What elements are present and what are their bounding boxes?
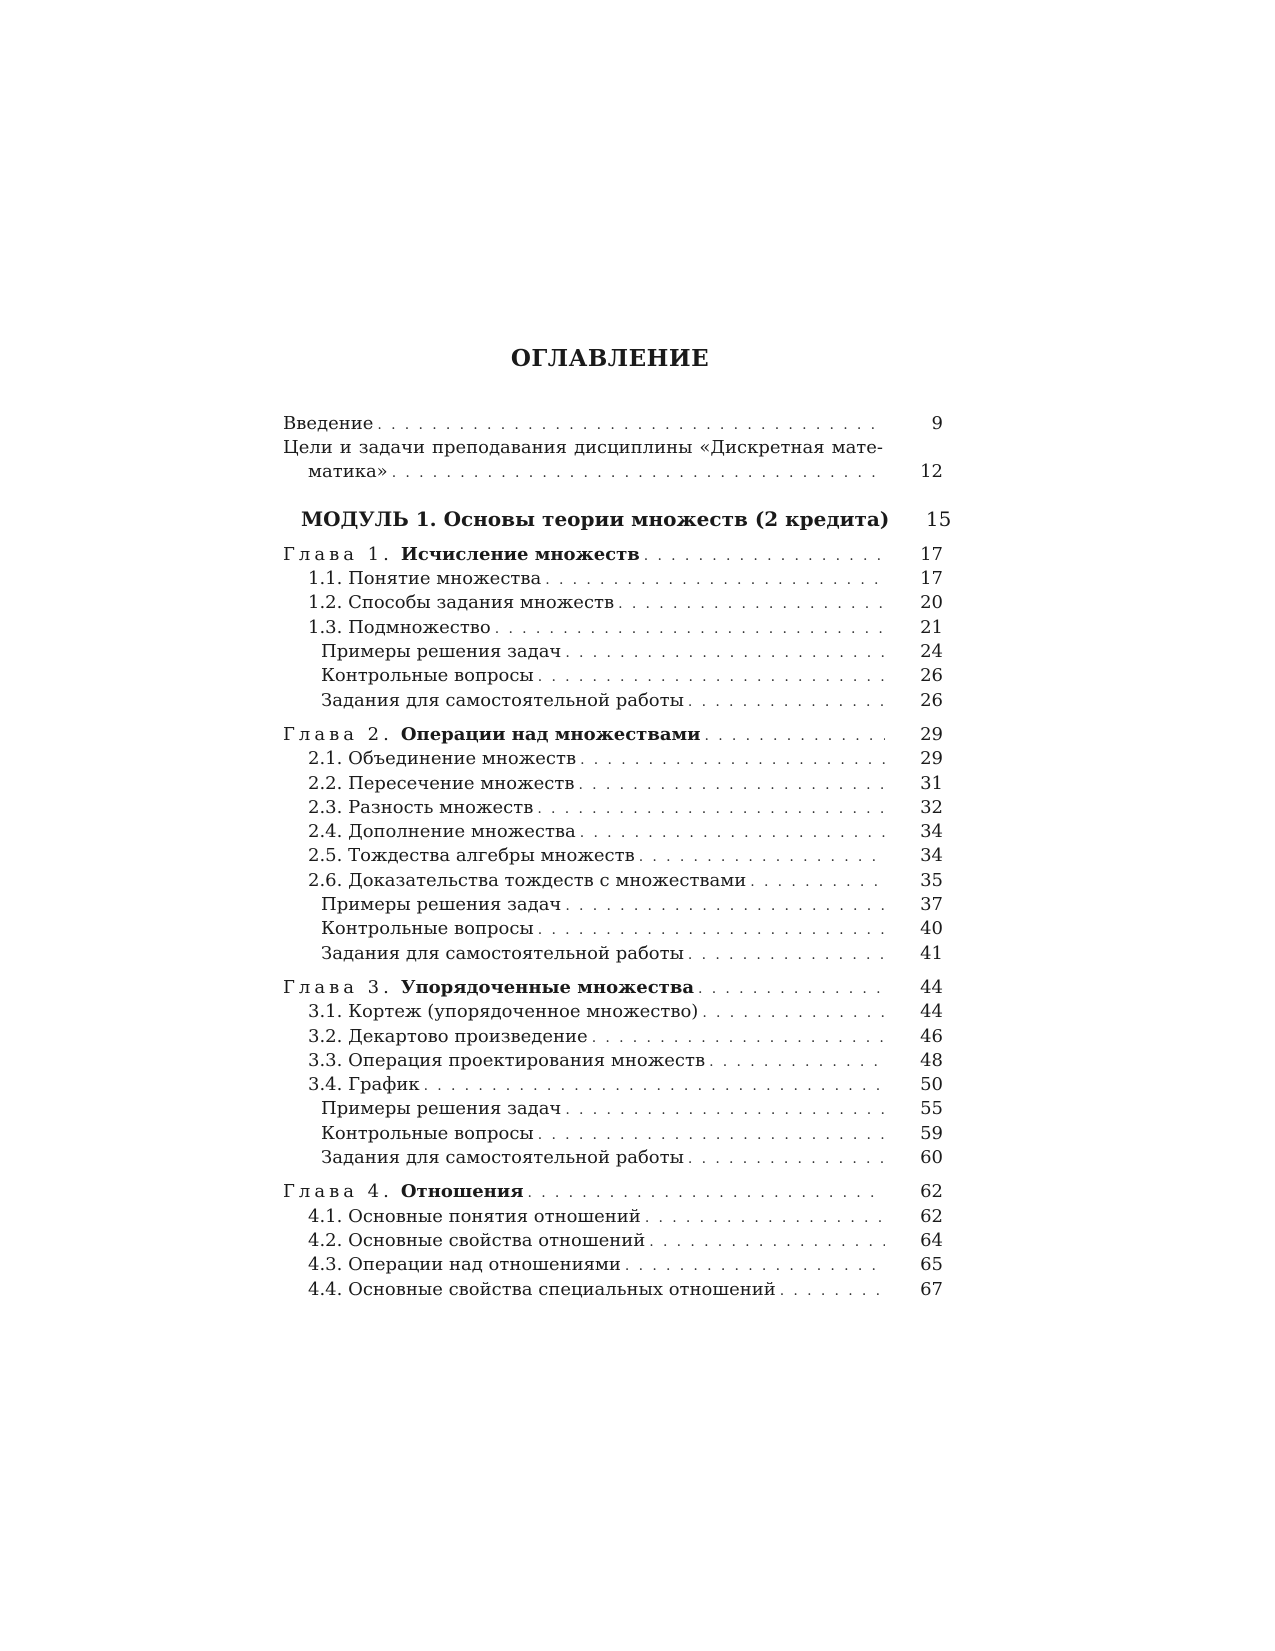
page-title: ОГЛАВЛЕНИЕ bbox=[510, 345, 710, 372]
toc-entry[interactable] bbox=[283, 1097, 943, 1121]
leader-dots bbox=[688, 943, 885, 967]
table-of-contents bbox=[283, 412, 952, 1302]
chapter-title: Исчисление множеств bbox=[400, 543, 640, 565]
leader-dots bbox=[538, 665, 885, 689]
toc-entry-label: 3.2. Декартово произведение bbox=[308, 1025, 588, 1047]
toc-entry-label: Контрольные вопросы bbox=[321, 665, 534, 687]
toc-page-number: 40 bbox=[920, 918, 943, 940]
leader-dots bbox=[528, 1181, 886, 1205]
toc-page-number: 17 bbox=[920, 568, 943, 590]
toc-page-number: 62 bbox=[920, 1181, 943, 1203]
leader-dots bbox=[495, 617, 885, 641]
toc-entry-label: 3.1. Кортеж (упорядоченное множество) bbox=[308, 1001, 699, 1023]
chapter-prefix: Глава 3. bbox=[283, 976, 393, 998]
toc-entry[interactable] bbox=[283, 1000, 943, 1024]
toc-entry-goals[interactable] bbox=[283, 436, 943, 484]
toc-page-number: 64 bbox=[920, 1229, 943, 1251]
toc-entry[interactable] bbox=[283, 1253, 943, 1277]
toc-page-number: 12 bbox=[920, 461, 943, 483]
toc-entry[interactable] bbox=[283, 664, 943, 688]
toc-page-number: 41 bbox=[920, 942, 943, 964]
toc-entry-label: 1.1. Понятие множества bbox=[308, 568, 542, 590]
toc-entry-label-line2: матика» bbox=[308, 461, 388, 483]
leader-dots bbox=[709, 1050, 885, 1074]
leader-dots bbox=[537, 797, 885, 821]
toc-entry[interactable] bbox=[283, 1229, 943, 1253]
toc-entry-label: 3.3. Операция проектирования множеств bbox=[308, 1049, 706, 1071]
toc-entry-label: Контрольные вопросы bbox=[321, 918, 534, 940]
leader-dots bbox=[644, 544, 885, 568]
leader-dots bbox=[618, 592, 885, 616]
toc-entry-label: 2.3. Разность множеств bbox=[308, 796, 534, 818]
toc-page-number: 34 bbox=[920, 821, 943, 843]
toc-chapter-1[interactable] bbox=[283, 543, 943, 567]
toc-chapter-2[interactable] bbox=[283, 723, 943, 747]
toc-entry-label: 4.1. Основные понятия отношений bbox=[308, 1205, 641, 1227]
toc-entry[interactable] bbox=[283, 917, 943, 941]
toc-entry[interactable] bbox=[283, 1122, 943, 1146]
leader-dots bbox=[538, 918, 885, 942]
leader-dots bbox=[545, 568, 885, 592]
toc-entry[interactable] bbox=[283, 869, 943, 893]
toc-entry[interactable] bbox=[283, 1025, 943, 1049]
toc-entry-label: 1.3. Подмножество bbox=[308, 616, 491, 638]
toc-entry[interactable] bbox=[283, 616, 943, 640]
toc-entry-introduction[interactable] bbox=[283, 412, 943, 436]
toc-chapter-4[interactable] bbox=[283, 1180, 943, 1204]
toc-page-number: 9 bbox=[931, 413, 943, 434]
toc-entry[interactable] bbox=[283, 591, 943, 615]
toc-entry-label: Примеры решения задач bbox=[321, 641, 562, 663]
leader-dots bbox=[645, 1206, 885, 1230]
toc-module-1[interactable] bbox=[283, 506, 952, 531]
toc-chapter-3[interactable] bbox=[283, 976, 943, 1000]
toc-page-number: 67 bbox=[920, 1278, 943, 1300]
toc-entry[interactable] bbox=[283, 844, 943, 868]
toc-entry-label: 2.5. Тождества алгебры множеств bbox=[308, 845, 635, 867]
toc-entry[interactable] bbox=[283, 567, 943, 591]
chapter-prefix: Глава 2. bbox=[283, 723, 393, 745]
toc-page-number: 50 bbox=[920, 1074, 943, 1096]
chapter-title: Операции над множествами bbox=[400, 723, 701, 745]
toc-page-number: 46 bbox=[920, 1025, 943, 1047]
toc-entry[interactable] bbox=[283, 942, 943, 966]
toc-entry-label: 2.2. Пересечение множеств bbox=[308, 772, 575, 794]
toc-page-number: 26 bbox=[920, 665, 943, 687]
toc-page-number: 21 bbox=[920, 616, 943, 638]
toc-entry[interactable] bbox=[283, 772, 943, 796]
toc-page-number: 60 bbox=[920, 1147, 943, 1169]
toc-page-number: 20 bbox=[920, 592, 943, 614]
toc-entry[interactable] bbox=[283, 1049, 943, 1073]
toc-page-number: 44 bbox=[920, 1001, 943, 1023]
leader-dots bbox=[377, 413, 885, 437]
leader-dots bbox=[688, 1147, 885, 1171]
chapter-title: Упорядоченные множества bbox=[400, 976, 695, 998]
chapter-heading bbox=[283, 1180, 524, 1204]
toc-page-number: 62 bbox=[920, 1205, 943, 1227]
leader-dots bbox=[705, 724, 886, 748]
leader-dots bbox=[580, 748, 885, 772]
toc-entry[interactable] bbox=[283, 820, 943, 844]
toc-page-number: 32 bbox=[920, 796, 943, 818]
toc-entry[interactable] bbox=[283, 893, 943, 917]
toc-entry[interactable] bbox=[283, 689, 943, 713]
leader-dots bbox=[578, 773, 885, 797]
leader-dots bbox=[424, 1074, 885, 1098]
toc-entry-label: Задания для самостоятельной работы bbox=[321, 689, 684, 711]
toc-entry[interactable] bbox=[283, 1073, 943, 1097]
toc-entry[interactable] bbox=[283, 1205, 943, 1229]
leader-dots bbox=[580, 821, 885, 845]
toc-entry-label: 4.3. Операции над отношениями bbox=[308, 1254, 621, 1276]
leader-dots bbox=[565, 1098, 885, 1122]
toc-page-number: 26 bbox=[920, 689, 943, 711]
toc-page-number: 44 bbox=[920, 976, 943, 998]
toc-entry-label: 2.1. Объединение множеств bbox=[308, 748, 577, 770]
toc-page-number: 37 bbox=[920, 894, 943, 916]
leader-dots bbox=[565, 894, 885, 918]
toc-entry-label: Примеры решения задач bbox=[321, 1098, 562, 1120]
toc-entry[interactable] bbox=[283, 1146, 943, 1170]
toc-entry-label: Введение bbox=[283, 413, 374, 434]
toc-entry[interactable] bbox=[283, 796, 943, 820]
leader-dots bbox=[392, 461, 885, 485]
leader-dots bbox=[592, 1026, 885, 1050]
chapter-prefix: Глава 1. bbox=[283, 543, 393, 565]
leader-dots bbox=[780, 1279, 885, 1303]
toc-page-number: 29 bbox=[920, 748, 943, 770]
toc-entry-label: 1.2. Способы задания множеств bbox=[308, 592, 615, 614]
toc-page-number: 24 bbox=[920, 641, 943, 663]
toc-page-number: 31 bbox=[920, 772, 943, 794]
toc-page-number: 35 bbox=[920, 869, 943, 891]
toc-entry-label: 3.4. График bbox=[308, 1074, 420, 1096]
chapter-heading bbox=[283, 976, 694, 1000]
toc-page-number: 65 bbox=[920, 1254, 943, 1276]
leader-dots bbox=[698, 977, 885, 1001]
toc-entry-label: Задания для самостоятельной работы bbox=[321, 942, 684, 964]
toc-entry-label: 2.4. Дополнение множества bbox=[308, 821, 576, 843]
toc-page-number: 29 bbox=[920, 723, 943, 745]
toc-entry-label: 4.4. Основные свойства специальных отношений bbox=[308, 1278, 776, 1300]
leader-dots bbox=[565, 641, 885, 665]
toc-page-number: 55 bbox=[920, 1098, 943, 1120]
leader-dots bbox=[750, 870, 885, 894]
leader-dots bbox=[702, 1001, 885, 1025]
toc-entry-label: Задания для самостоятельной работы bbox=[321, 1147, 684, 1169]
leader-dots bbox=[625, 1254, 885, 1278]
chapter-heading bbox=[283, 723, 701, 747]
toc-entry-label: 2.6. Доказательства тождеств с множествами bbox=[308, 869, 747, 891]
leader-dots bbox=[538, 1123, 885, 1147]
toc-entry[interactable] bbox=[283, 747, 943, 771]
module-title: МОДУЛЬ 1. Основы теории множеств (2 кредита) bbox=[301, 506, 890, 531]
toc-entry-label: Примеры решения задач bbox=[321, 894, 562, 916]
toc-entry[interactable] bbox=[283, 640, 943, 664]
chapter-heading bbox=[283, 543, 640, 567]
toc-entry[interactable] bbox=[283, 1278, 943, 1302]
chapter-title: Отношения bbox=[400, 1181, 524, 1203]
chapters-list bbox=[283, 543, 943, 1302]
leader-dots bbox=[639, 845, 885, 869]
leader-dots bbox=[649, 1230, 885, 1254]
toc-page-number: 34 bbox=[920, 845, 943, 867]
toc-entry-label: Контрольные вопросы bbox=[321, 1122, 534, 1144]
toc-entry-label-line1: Цели и задачи преподавания дисциплины «Дискретная мате- bbox=[283, 437, 883, 459]
toc-page-number: 48 bbox=[920, 1049, 943, 1071]
chapter-prefix: Глава 4. bbox=[283, 1181, 393, 1203]
toc-page-number: 15 bbox=[925, 506, 952, 531]
leader-dots bbox=[688, 690, 885, 714]
toc-entry-label: 4.2. Основные свойства отношений bbox=[308, 1229, 646, 1251]
toc-page-number: 59 bbox=[920, 1122, 943, 1144]
toc-page-number: 17 bbox=[920, 543, 943, 565]
